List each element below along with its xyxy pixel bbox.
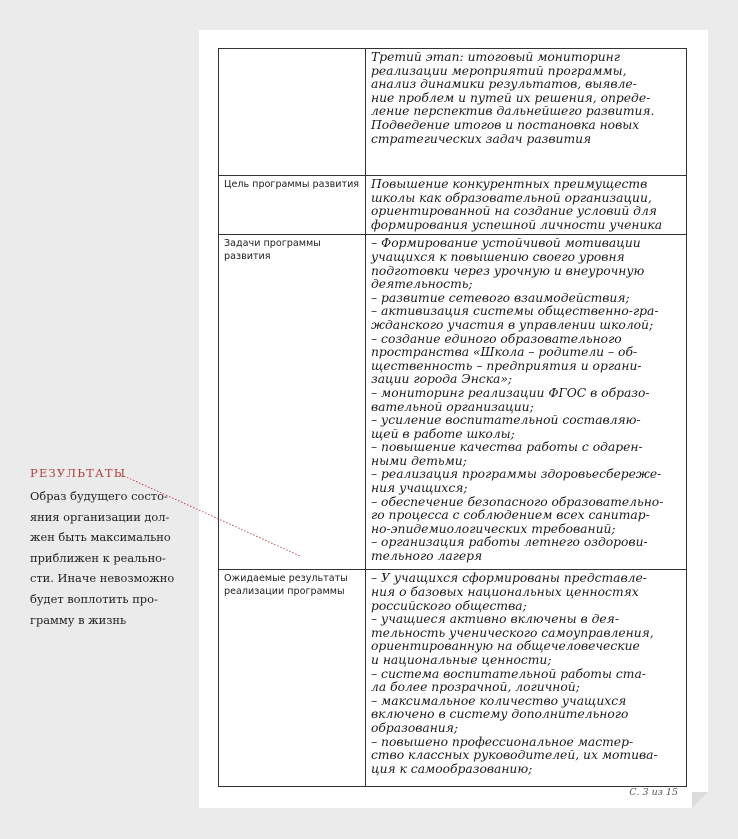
leader-dotted-line [124, 476, 300, 556]
value-line: Третий этап: итоговый мониторинг [371, 50, 620, 64]
page-number: С. 3 из 15 [629, 787, 678, 798]
value-line: – У учащихся сформированы представле- [371, 571, 647, 586]
value-line: ориентированной на создание условий для [371, 204, 657, 219]
value-line: ориентированную на общечеловеческие [371, 639, 640, 654]
sidenote-line: яния организации дол- [30, 509, 170, 524]
value-line: анализ динамики результатов, выявле- [371, 77, 637, 92]
row-label: Ожидаемые результаты реализации программы [219, 570, 366, 787]
value-line: российского общества; [371, 598, 527, 613]
sidenote-line: Образ будущего состо- [30, 489, 168, 503]
value-line: и национальные ценности; [371, 652, 552, 667]
value-line: пространства «Школа – родители – об- [371, 345, 638, 360]
sidenote-line: сти. Иначе невозможно [30, 571, 175, 586]
value-line: ния о базовых национальных ценностях [371, 584, 639, 599]
value-line: – создание единого образовательного [371, 331, 622, 346]
row-label: Цель программы развития [219, 176, 366, 235]
value-line: го процесса с соблюдением всех санитар- [371, 508, 650, 523]
value-line: – мониторинг реализации ФГОС в образо- [371, 385, 650, 400]
value-line: щественность – предприятия и органи- [371, 358, 642, 373]
sidenote-title: РЕЗУЛЬТАТЫ [30, 466, 127, 480]
value-line: ление перспектив дальнейшего развития. [371, 104, 655, 119]
value-line: – Формирование устойчивой мотивации [371, 236, 641, 251]
value-line: тельного лагеря [371, 549, 483, 564]
value-line: подготовки через урочную и внеурочную [371, 263, 645, 278]
value-line: образования; [371, 720, 459, 735]
sidenote-line: грамму в жизнь [30, 612, 127, 627]
value-line: реализации мероприятий программы, [371, 63, 627, 78]
value-line: ство классных руководителей, их мотива- [371, 748, 658, 763]
value-line: – повышение качества работы с одарен- [371, 440, 643, 455]
value-line: зации города Энска»; [371, 372, 513, 387]
value-line: ла более прозрачной, логичной; [371, 680, 580, 695]
value-line: стратегических задач развития [371, 131, 592, 146]
value-line: формирования успешной личности ученика [371, 217, 663, 232]
value-line: – учащиеся активно включены в дея- [371, 612, 619, 627]
value-line: но-эпидемиологических требований; [371, 521, 616, 536]
value-line: щей в работе школы; [371, 426, 515, 441]
value-line: деятельность; [371, 277, 473, 292]
value-line: включено в систему дополнительного [371, 707, 629, 722]
sidenote-line: будет воплотить про- [30, 591, 158, 606]
value-line: – активизация системы общественно-гра- [371, 304, 659, 319]
value-line: – повышено профессиональное мастер- [371, 734, 634, 749]
value-line: вательной организации; [371, 399, 534, 414]
sidenote-line: приближен к реально- [30, 550, 166, 565]
value-line: – организация работы летнего оздорови- [371, 535, 648, 550]
value-line: тельность ученического самоуправления, [371, 625, 654, 640]
value-line: ния учащихся; [371, 481, 468, 496]
value-line: Подведение итогов и постановка новых [371, 117, 640, 132]
value-line: – система воспитательной работы ста- [371, 666, 646, 681]
value-line: – развитие сетевого взаимодействия; [371, 290, 630, 305]
value-line: Повышение конкурентных преимуществ [371, 177, 648, 191]
value-line: ция к самообразованию; [371, 761, 533, 776]
value-line: школы как образовательной организации, [371, 190, 652, 205]
value-line: – максимальное количество учащихся [371, 693, 627, 708]
value-line: ными детьми; [371, 453, 467, 468]
value-line: – усиление воспитательной составляю- [371, 413, 641, 428]
row-label: Задачи программы развития [219, 235, 366, 570]
value-line: жданского участия в управлении школой; [371, 317, 654, 332]
value-line: – реализация программы здоровьесбереже- [371, 467, 662, 482]
value-line: ние проблем и путей их решения, опреде- [371, 90, 651, 105]
sidenote-line: жен быть максимально [30, 530, 171, 545]
value-line: учащихся к повышению своего уровня [371, 249, 625, 264]
value-line: – обеспечение безопасного образовательно- [371, 494, 664, 509]
